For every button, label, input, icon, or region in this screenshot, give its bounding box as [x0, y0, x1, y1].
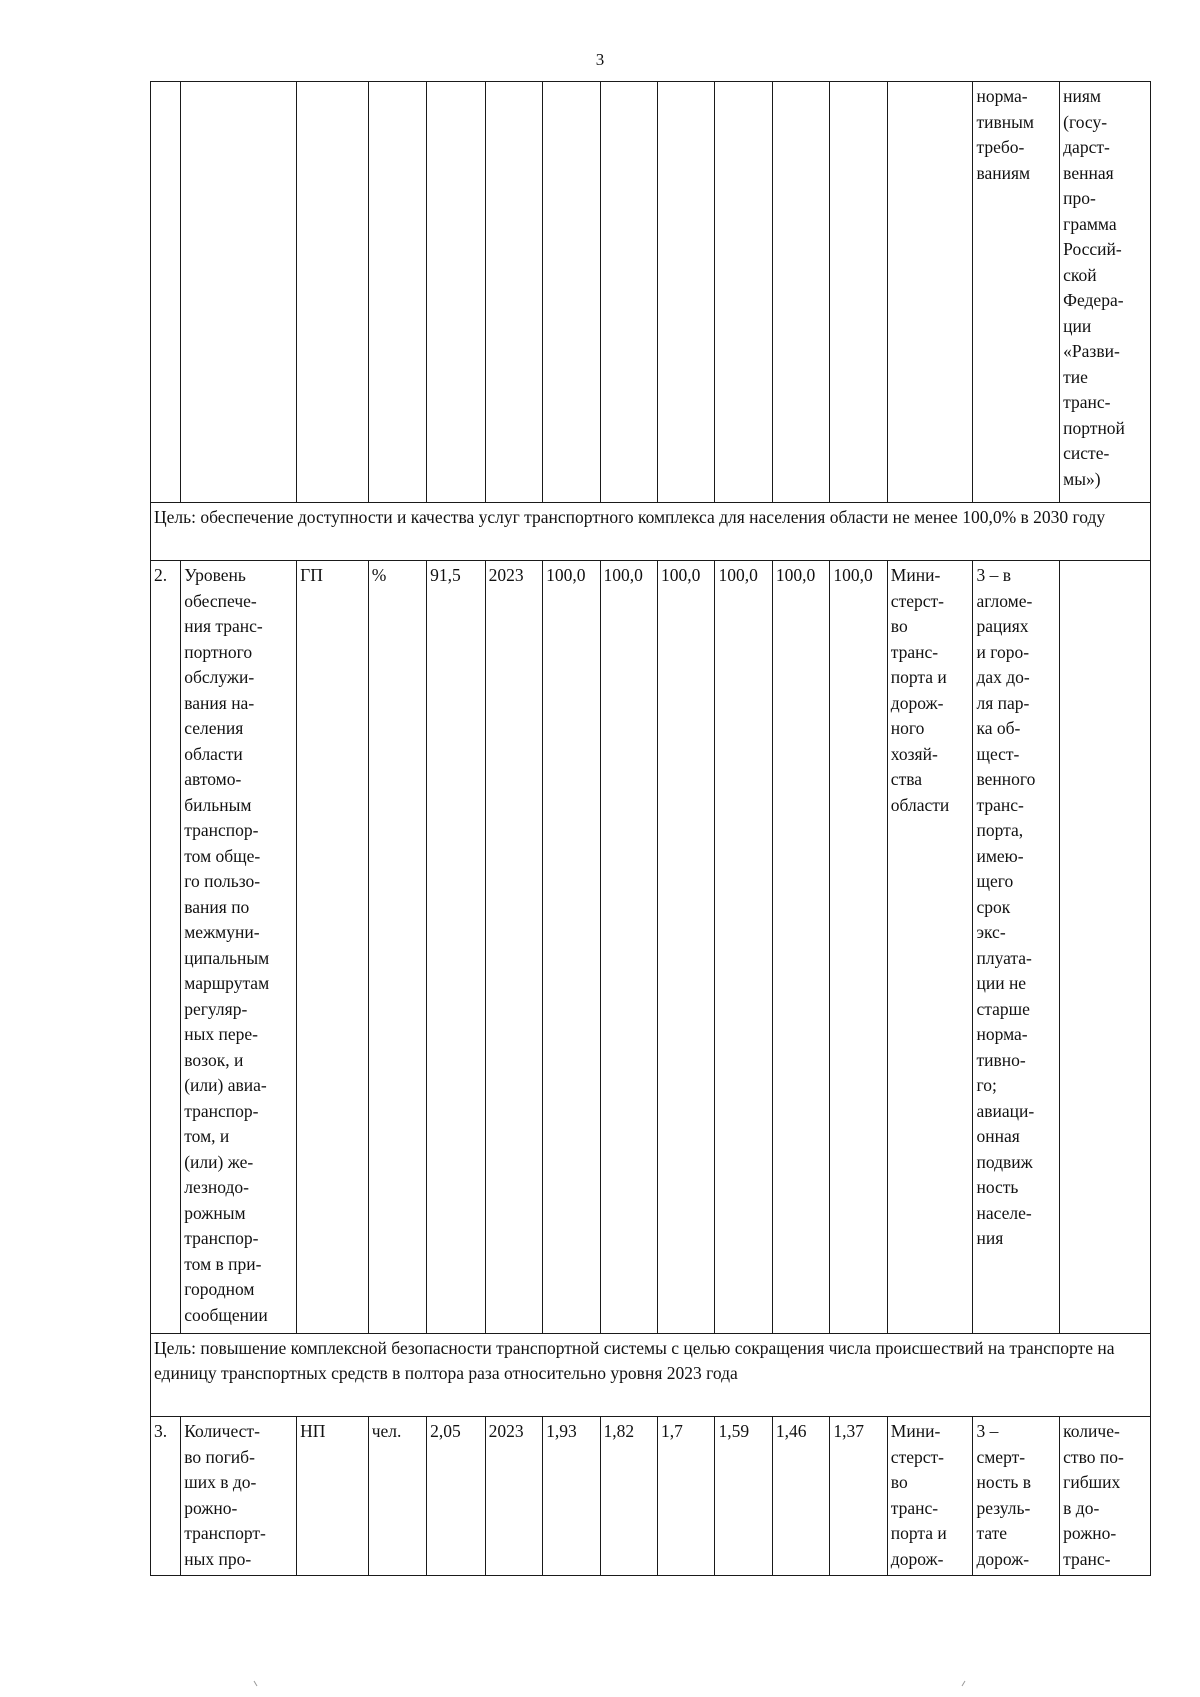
cell-level: [297, 82, 369, 503]
year-value: 1,37: [830, 1417, 887, 1576]
base-value: 91,5: [427, 561, 485, 1334]
linked-indicator: 3 – в агломе- рациях и горо- дах до- ля пар- ка об- щест- венного транс- порта, имею- щего срок экс- плуата- ции не старше норма- тивно- го; авиаци- онная подвиж ность населе- ния: [973, 561, 1060, 1334]
cell-responsible: [887, 82, 973, 503]
responsible-body: Мини- стерст- во транс- порта и дорож- ного хозяй- ства области: [887, 561, 973, 1334]
indicator-row-2: [151, 561, 1151, 1334]
responsible-body: Мини- стерст- во транс- порта и дорож-: [887, 1417, 973, 1576]
info-source: [1060, 561, 1151, 1334]
base-value: 2,05: [427, 1417, 485, 1576]
indicator-row-3: [151, 1417, 1151, 1576]
year-value: 100,0: [543, 561, 600, 1334]
year-value: 1,82: [600, 1417, 657, 1576]
cell-value: [715, 82, 772, 503]
continuation-row: [151, 82, 1151, 503]
base-year: 2023: [485, 1417, 542, 1576]
indicator-level: ГП: [297, 561, 369, 1334]
indicator-name: Уровень обеспече- ния транс- портного обслужи- вания на- селения области автомо- бильным транспор- том обще- го пользо- вания по межмуни- ципальным маршрутам регуляр- ных пере- возок, и (или) авиа- транспор- том, и (или) же- лезнодо- рожным транспор- том в при- городном сообщении: [181, 561, 297, 1334]
scan-speck: [254, 1681, 257, 1686]
cell-unit: [368, 82, 426, 503]
row-number: 2.: [151, 561, 181, 1334]
goal-row: [151, 503, 1151, 561]
year-value: 1,59: [715, 1417, 772, 1576]
scan-artifacts: [0, 1680, 1200, 1690]
indicator-unit: чел.: [368, 1417, 426, 1576]
cell-base-value: [427, 82, 485, 503]
goal-text: Цель: повышение комплексной безопасности транспортной системы с целью сокращения числа происшествий на транспорте на единицу транспортных средств в полтора раза относительно уровня 2023 года: [151, 1334, 1151, 1417]
page-number: 3: [595, 50, 605, 69]
cell-source: ниям (госу- дарст- венная про- грамма Россий- ской Федера- ции «Разви- тие транс- портной систе- мы»): [1060, 82, 1151, 503]
cell-value: [772, 82, 829, 503]
base-year: 2023: [485, 561, 542, 1334]
cell-value: [543, 82, 600, 503]
cell-name: [181, 82, 297, 503]
year-value: 100,0: [657, 561, 714, 1334]
cell-value: [830, 82, 887, 503]
year-value: 100,0: [715, 561, 772, 1334]
year-value: 1,93: [543, 1417, 600, 1576]
cell-num: [151, 82, 181, 503]
goal-row: [151, 1334, 1151, 1417]
year-value: 100,0: [600, 561, 657, 1334]
row-number: 3.: [151, 1417, 181, 1576]
year-value: 100,0: [830, 561, 887, 1334]
cell-base-year: [485, 82, 542, 503]
year-value: 1,7: [657, 1417, 714, 1576]
cell-value: [600, 82, 657, 503]
year-value: 1,46: [772, 1417, 829, 1576]
indicators-table: [150, 81, 1151, 1576]
info-source: количе- ство по- гибших в до- рожно- транс-: [1060, 1417, 1151, 1576]
indicator-unit: %: [368, 561, 426, 1334]
linked-indicator: 3 – смерт- ность в резуль- тате дорож-: [973, 1417, 1060, 1576]
scan-speck: [962, 1681, 965, 1686]
indicator-name: Количест- во погиб- ших в до- рожно- транспорт- ных про-: [181, 1417, 297, 1576]
year-value: 100,0: [772, 561, 829, 1334]
cell-value: [657, 82, 714, 503]
indicator-level: НП: [297, 1417, 369, 1576]
goal-text: Цель: обеспечение доступности и качества услуг транспортного комплекса для населения области не менее 100,0% в 2030 году: [151, 503, 1151, 561]
cell-link: норма- тивным требо- ваниям: [973, 82, 1060, 503]
